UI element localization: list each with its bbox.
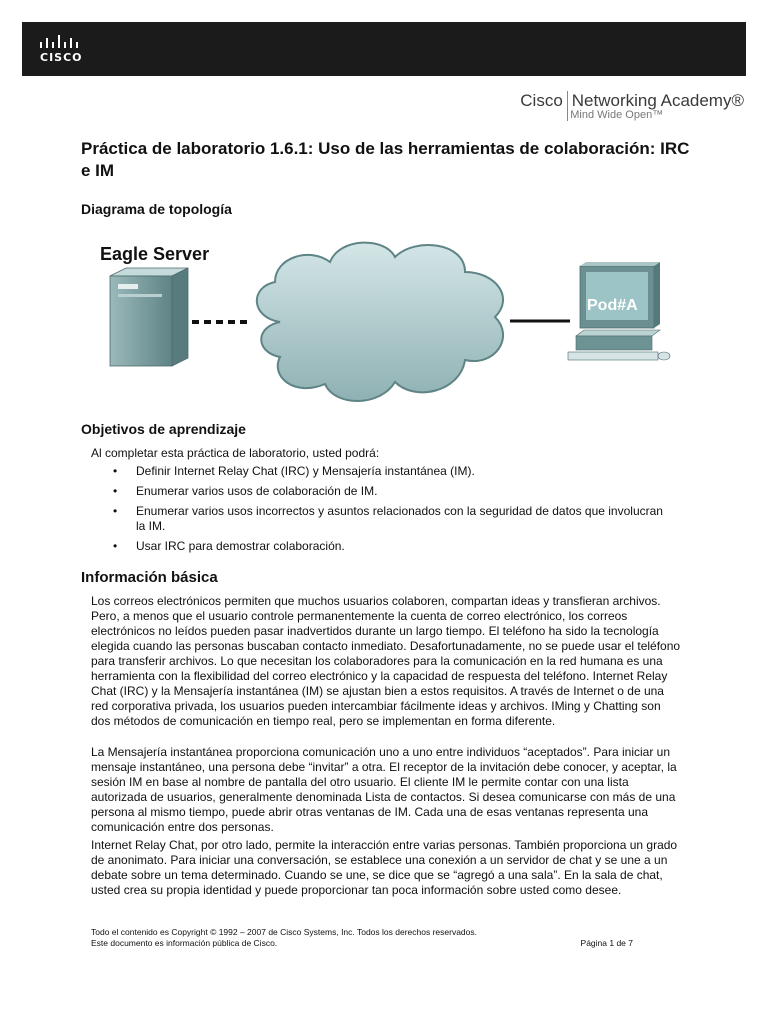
background-paragraph-1: Los correos electrónicos permiten que muchos usuarios colaboren, compartan ideas y transfieran archivos. Pero, a menos que el usuario controle permanentemente la cuenta de correo electrónico, los correos electrónicos no leídos pueden pasar inadvertidos durante un largo tiempo. El teléfono ha sido la tecnología elegida cuando las personas buscaban contacto inmediato. Desafortunadamente, no se puede usar el teléfono para transferir archivos. Lo que necesitan los colaboradores para la comunicación en la red humana es una herramienta con la flexibilidad del correo electrónico y la capacidad de respuesta del teléfono. Internet Relay Chat (IRC) y la Mensajería instantánea (IM) se ajustan bien a estos requisitos. A través de Internet o de una red corporativa privada, los usuarios pueden intercambiar fácilmente ideas y archivos. IMing y Chatting son dos métodos de comunicación en tiempo real, pero se implementan en forma diferente. xyxy=(91,594,681,728)
objectives-intro: Al completar esta práctica de laboratorio, usted podrá: xyxy=(91,446,380,460)
brand-divider xyxy=(567,91,568,121)
academy-brand xyxy=(520,91,744,121)
background-paragraph-3: Internet Relay Chat, por otro lado, permite la interacción entre varias personas. También proporciona un grado de anonimato. Para iniciar una conversación, se establece una conexión a un servidor de chat y se une a un debate sobre un tema determinado. Cuando se une, se dice que se “agregó a una sala”. En la sala de chat, usted crea su propia identidad y puede proporcionar tan poca información sobre usted como desee. xyxy=(91,838,678,897)
list-item: • Enumerar varios usos de colaboración de IM. xyxy=(113,484,378,498)
internet-cloud-icon xyxy=(257,243,503,401)
cisco-logo xyxy=(36,34,96,66)
footer-copyright: Todo el contenido es Copyright © 1992 – 2007 de Cisco Systems, Inc. Todos los derechos reservados. xyxy=(91,927,477,937)
list-item: • Usar IRC para demostrar colaboración. xyxy=(113,539,345,553)
background-paragraph-2: La Mensajería instantánea proporciona comunicación uno a uno entre individuos “aceptados”. Para iniciar un mensaje instantáneo, una persona debe “invitar” a otra. El receptor de la invitación debe conocer, y aceptar, la sesión IM en base al nombre de pantalla del otro usuario. El cliente IM le permite contar con una lista autorizada de usuarios, generalmente denominada Lista de contactos. Si desea comunicarse con más de una persona al mismo tiempo, puede abrir otras ventanas de IM. Cada una de esas ventanas representa una comunicación entre dos personas. xyxy=(91,745,677,834)
academy-tagline: Mind Wide Open™ xyxy=(570,109,664,121)
eagle-server-label: Eagle Server xyxy=(100,244,210,264)
background-heading: Información básica xyxy=(81,569,218,586)
server-icon xyxy=(110,268,188,366)
list-item: • Definir Internet Relay Chat (IRC) y Mensajería instantánea (IM). xyxy=(113,464,475,478)
list-item: • Enumerar varios usos incorrectos y asuntos relacionados con la seguridad de datos que involucran la IM. xyxy=(113,504,663,533)
pod-label: Pod#A xyxy=(587,297,638,314)
topology-diagram xyxy=(90,232,690,412)
objectives-heading: Objetivos de aprendizaje xyxy=(81,421,246,437)
page-title: Práctica de laboratorio 1.6.1: Uso de las herramientas de colaboración: IRC e IM xyxy=(81,139,690,180)
cisco-bridge-icon xyxy=(36,34,96,50)
academy-brand-right: Networking Academy® xyxy=(571,91,744,110)
page-number: Página 1 de 7 xyxy=(580,938,633,948)
objectives-list xyxy=(91,464,671,559)
cisco-logo-text: CISCO xyxy=(40,51,83,64)
footer-public-notice: Este documento es información pública de Cisco. xyxy=(91,938,278,948)
academy-brand-left: Cisco xyxy=(520,91,563,110)
page-footer xyxy=(91,927,633,949)
header-bar xyxy=(22,22,746,76)
topology-heading: Diagrama de topología xyxy=(81,201,232,217)
